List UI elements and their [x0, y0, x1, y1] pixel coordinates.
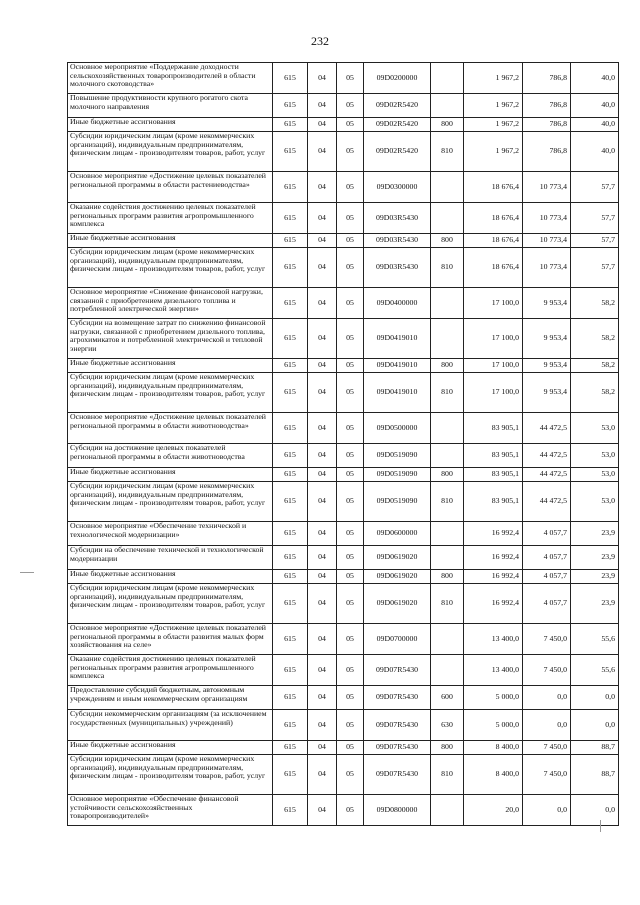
col-section: 04: [308, 795, 337, 826]
col-target-code: 09D0700000: [364, 624, 431, 655]
col-actual: 9 953,4: [523, 319, 571, 359]
row-name: Основное мероприятие «Достижение целевых показателей региональной программы в области животноводства»: [68, 413, 273, 444]
row-name: Основное мероприятие «Обеспечение финансовой устойчивости сельскохозяйственных товаропроизводителей»: [68, 795, 273, 826]
col-percent: 0,0: [571, 795, 619, 826]
col-percent: 23,9: [571, 570, 619, 584]
col-plan: 18 676,4: [464, 248, 523, 288]
row-name: Оказание содействия достижению целевых показателей региональных программ развития агропромышленного комплекса: [68, 655, 273, 686]
row-name: Оказание содействия достижению целевых показателей региональных программ развития агропромышленного комплекса: [68, 203, 273, 234]
table-row: [68, 359, 619, 373]
col-subsection: 05: [337, 413, 364, 444]
col-subsection: 05: [337, 741, 364, 755]
col-section: 04: [308, 319, 337, 359]
col-ministry: 615: [273, 359, 308, 373]
col-subsection: 05: [337, 482, 364, 522]
col-target-code: 09D0300000: [364, 172, 431, 203]
col-ministry: 615: [273, 741, 308, 755]
col-ministry: 615: [273, 413, 308, 444]
row-name: Субсидии юридическим лицам (кроме некоммерческих организаций), индивидуальным предпринимателям, физическим лицам - производителям товаров, работ, услуг: [68, 248, 273, 288]
col-target-code: 09D0619020: [364, 584, 431, 624]
col-target-code: 09D0400000: [364, 288, 431, 319]
col-section: 04: [308, 522, 337, 546]
col-plan: 1 967,2: [464, 132, 523, 172]
col-percent: 40,0: [571, 63, 619, 94]
col-subsection: 05: [337, 319, 364, 359]
table-row: [68, 755, 619, 795]
table-row: [68, 546, 619, 570]
table-row: [68, 413, 619, 444]
scan-mark: [600, 820, 601, 832]
col-section: 04: [308, 482, 337, 522]
row-name: Основное мероприятие «Обеспечение технической и технологической модернизации»: [68, 522, 273, 546]
col-ministry: 615: [273, 584, 308, 624]
col-expense-type: [431, 655, 464, 686]
col-section: 04: [308, 248, 337, 288]
col-plan: 83 905,1: [464, 468, 523, 482]
col-target-code: 09D0200000: [364, 63, 431, 94]
col-percent: 88,7: [571, 741, 619, 755]
col-ministry: 615: [273, 795, 308, 826]
col-percent: 55,6: [571, 624, 619, 655]
col-plan: 17 100,0: [464, 373, 523, 413]
col-subsection: 05: [337, 63, 364, 94]
col-target-code: 09D02R5420: [364, 118, 431, 132]
col-plan: 16 992,4: [464, 570, 523, 584]
col-expense-type: [431, 546, 464, 570]
row-name: Субсидии на обеспечение технической и технологической модернизации: [68, 546, 273, 570]
page-number: 232: [311, 34, 329, 48]
col-section: 04: [308, 468, 337, 482]
col-expense-type: [431, 63, 464, 94]
col-target-code: 09D0600000: [364, 522, 431, 546]
col-expense-type: 810: [431, 482, 464, 522]
row-name: Субсидии юридическим лицам (кроме некоммерческих организаций), индивидуальным предпринимателям, физическим лицам - производителям товаров, работ, услуг: [68, 482, 273, 522]
col-actual: 0,0: [523, 795, 571, 826]
col-percent: 53,0: [571, 468, 619, 482]
row-name: Иные бюджетные ассигнования: [68, 468, 273, 482]
col-percent: 58,2: [571, 359, 619, 373]
col-ministry: 615: [273, 710, 308, 741]
col-plan: 13 400,0: [464, 624, 523, 655]
col-actual: 10 773,4: [523, 203, 571, 234]
row-name: Субсидии на возмещение затрат по снижению финансовой нагрузки, связанной с приобретением дизельного топлива, агрохимикатов и потребленной электрической и тепловой энергии: [68, 319, 273, 359]
table-row: [68, 94, 619, 118]
col-percent: 57,7: [571, 248, 619, 288]
row-name: Иные бюджетные ассигнования: [68, 118, 273, 132]
col-target-code: 09D0500000: [364, 413, 431, 444]
col-target-code: 09D0419010: [364, 319, 431, 359]
col-subsection: 05: [337, 172, 364, 203]
col-subsection: 05: [337, 570, 364, 584]
col-ministry: 615: [273, 522, 308, 546]
table-row: [68, 118, 619, 132]
col-expense-type: [431, 522, 464, 546]
col-ministry: 615: [273, 755, 308, 795]
col-percent: 40,0: [571, 132, 619, 172]
col-actual: 9 953,4: [523, 359, 571, 373]
col-plan: 83 905,1: [464, 444, 523, 468]
col-expense-type: 810: [431, 248, 464, 288]
col-percent: 40,0: [571, 94, 619, 118]
scan-mark: [20, 572, 34, 573]
table-row: [68, 741, 619, 755]
col-ministry: 615: [273, 624, 308, 655]
col-percent: 58,2: [571, 373, 619, 413]
col-plan: 13 400,0: [464, 655, 523, 686]
col-subsection: 05: [337, 248, 364, 288]
col-section: 04: [308, 655, 337, 686]
table-row: [68, 624, 619, 655]
col-percent: 57,7: [571, 172, 619, 203]
col-target-code: 09D07R5430: [364, 710, 431, 741]
col-expense-type: 810: [431, 132, 464, 172]
row-name: Иные бюджетные ассигнования: [68, 741, 273, 755]
col-target-code: 09D07R5430: [364, 655, 431, 686]
col-target-code: 09D0419010: [364, 373, 431, 413]
col-percent: 53,0: [571, 413, 619, 444]
table-row: [68, 570, 619, 584]
col-percent: 23,9: [571, 522, 619, 546]
col-section: 04: [308, 546, 337, 570]
col-ministry: 615: [273, 444, 308, 468]
col-percent: 58,2: [571, 288, 619, 319]
row-name: Повышение продуктивности крупного рогатого скота молочного направления: [68, 94, 273, 118]
col-expense-type: 630: [431, 710, 464, 741]
row-name: Иные бюджетные ассигнования: [68, 234, 273, 248]
col-plan: 17 100,0: [464, 359, 523, 373]
col-actual: 44 472,5: [523, 468, 571, 482]
col-expense-type: 800: [431, 359, 464, 373]
col-plan: 5 000,0: [464, 710, 523, 741]
col-expense-type: [431, 413, 464, 444]
table-row: [68, 584, 619, 624]
table-row: [68, 482, 619, 522]
col-ministry: 615: [273, 482, 308, 522]
col-ministry: 615: [273, 63, 308, 94]
col-actual: 786,8: [523, 132, 571, 172]
row-name: Основное мероприятие «Достижение целевых показателей региональной программы в области растениеводства»: [68, 172, 273, 203]
table-row: [68, 686, 619, 710]
col-section: 04: [308, 373, 337, 413]
table-row: [68, 234, 619, 248]
col-ministry: 615: [273, 319, 308, 359]
col-target-code: 09D07R5430: [364, 741, 431, 755]
col-expense-type: [431, 172, 464, 203]
col-percent: 40,0: [571, 118, 619, 132]
col-actual: 7 450,0: [523, 624, 571, 655]
col-target-code: 09D0619020: [364, 570, 431, 584]
col-expense-type: [431, 94, 464, 118]
col-plan: 5 000,0: [464, 686, 523, 710]
col-expense-type: [431, 624, 464, 655]
col-subsection: 05: [337, 686, 364, 710]
col-plan: 17 100,0: [464, 319, 523, 359]
col-expense-type: 810: [431, 584, 464, 624]
col-section: 04: [308, 570, 337, 584]
col-actual: 0,0: [523, 710, 571, 741]
col-target-code: 09D03R5430: [364, 248, 431, 288]
table-row: [68, 172, 619, 203]
col-plan: 83 905,1: [464, 482, 523, 522]
col-percent: 57,7: [571, 234, 619, 248]
col-actual: 10 773,4: [523, 234, 571, 248]
col-plan: 1 967,2: [464, 118, 523, 132]
col-subsection: 05: [337, 444, 364, 468]
col-percent: 58,2: [571, 319, 619, 359]
table-row: [68, 795, 619, 826]
col-percent: 0,0: [571, 710, 619, 741]
col-expense-type: 800: [431, 468, 464, 482]
col-subsection: 05: [337, 755, 364, 795]
table-row: [68, 468, 619, 482]
col-expense-type: [431, 203, 464, 234]
col-expense-type: 800: [431, 741, 464, 755]
col-plan: 18 676,4: [464, 203, 523, 234]
col-section: 04: [308, 624, 337, 655]
col-expense-type: 800: [431, 118, 464, 132]
col-subsection: 05: [337, 118, 364, 132]
col-actual: 9 953,4: [523, 373, 571, 413]
col-target-code: 09D0419010: [364, 359, 431, 373]
col-actual: 7 450,0: [523, 755, 571, 795]
col-actual: 4 057,7: [523, 570, 571, 584]
col-plan: 20,0: [464, 795, 523, 826]
col-actual: 7 450,0: [523, 741, 571, 755]
col-subsection: 05: [337, 359, 364, 373]
col-subsection: 05: [337, 373, 364, 413]
row-name: Основное мероприятие «Достижение целевых показателей региональной программы в области развития малых форм хозяйствования на селе»: [68, 624, 273, 655]
col-subsection: 05: [337, 546, 364, 570]
col-expense-type: 810: [431, 755, 464, 795]
table-row: [68, 444, 619, 468]
col-subsection: 05: [337, 132, 364, 172]
row-name: Основное мероприятие «Поддержание доходности сельскохозяйственных товаропроизводителей в области молочного скотоводства»: [68, 63, 273, 94]
col-plan: 16 992,4: [464, 522, 523, 546]
col-actual: 9 953,4: [523, 288, 571, 319]
col-plan: 8 400,0: [464, 741, 523, 755]
col-ministry: 615: [273, 172, 308, 203]
row-name: Иные бюджетные ассигнования: [68, 359, 273, 373]
col-expense-type: [431, 444, 464, 468]
row-name: Субсидии юридическим лицам (кроме некоммерческих организаций), индивидуальным предпринимателям, физическим лицам - производителям товаров, работ, услуг: [68, 755, 273, 795]
col-target-code: 09D07R5430: [364, 755, 431, 795]
col-subsection: 05: [337, 203, 364, 234]
col-ministry: 615: [273, 248, 308, 288]
col-ministry: 615: [273, 234, 308, 248]
col-actual: 44 472,5: [523, 444, 571, 468]
table-row: [68, 203, 619, 234]
col-section: 04: [308, 444, 337, 468]
col-section: 04: [308, 710, 337, 741]
col-ministry: 615: [273, 546, 308, 570]
col-actual: 786,8: [523, 94, 571, 118]
col-expense-type: 800: [431, 570, 464, 584]
col-actual: 786,8: [523, 118, 571, 132]
col-actual: 44 472,5: [523, 482, 571, 522]
col-expense-type: 600: [431, 686, 464, 710]
col-percent: 23,9: [571, 584, 619, 624]
col-ministry: 615: [273, 118, 308, 132]
col-expense-type: 800: [431, 234, 464, 248]
col-section: 04: [308, 234, 337, 248]
col-ministry: 615: [273, 132, 308, 172]
col-percent: 88,7: [571, 755, 619, 795]
col-actual: 4 057,7: [523, 546, 571, 570]
col-ministry: 615: [273, 203, 308, 234]
budget-table-container: [67, 62, 618, 826]
table-row: [68, 522, 619, 546]
col-subsection: 05: [337, 655, 364, 686]
col-ministry: 615: [273, 655, 308, 686]
row-name: Субсидии юридическим лицам (кроме некоммерческих организаций), индивидуальным предпринимателям, физическим лицам - производителям товаров, работ, услуг: [68, 584, 273, 624]
table-row: [68, 710, 619, 741]
col-section: 04: [308, 172, 337, 203]
col-target-code: 09D0519090: [364, 468, 431, 482]
col-actual: 7 450,0: [523, 655, 571, 686]
col-percent: 55,6: [571, 655, 619, 686]
col-plan: 1 967,2: [464, 63, 523, 94]
col-expense-type: 810: [431, 373, 464, 413]
col-target-code: 09D0519090: [364, 482, 431, 522]
col-actual: 44 472,5: [523, 413, 571, 444]
col-plan: 8 400,0: [464, 755, 523, 795]
row-name: Субсидии на достижение целевых показателей региональной программы в области животноводства: [68, 444, 273, 468]
col-plan: 16 992,4: [464, 546, 523, 570]
col-section: 04: [308, 413, 337, 444]
row-name: Предоставление субсидий бюджетным, автономным учреждениям и иным некоммерческим организациям: [68, 686, 273, 710]
col-actual: 10 773,4: [523, 172, 571, 203]
col-ministry: 615: [273, 94, 308, 118]
col-actual: 4 057,7: [523, 522, 571, 546]
col-ministry: 615: [273, 288, 308, 319]
col-section: 04: [308, 359, 337, 373]
col-plan: 1 967,2: [464, 94, 523, 118]
table-row: [68, 373, 619, 413]
budget-table: [67, 62, 619, 826]
col-percent: 53,0: [571, 482, 619, 522]
col-subsection: 05: [337, 522, 364, 546]
table-row: [68, 655, 619, 686]
col-actual: 786,8: [523, 63, 571, 94]
col-ministry: 615: [273, 373, 308, 413]
col-subsection: 05: [337, 468, 364, 482]
col-section: 04: [308, 584, 337, 624]
col-ministry: 615: [273, 468, 308, 482]
col-target-code: 09D02R5420: [364, 132, 431, 172]
col-target-code: 09D03R5430: [364, 203, 431, 234]
table-row: [68, 132, 619, 172]
col-section: 04: [308, 686, 337, 710]
col-expense-type: [431, 795, 464, 826]
col-subsection: 05: [337, 795, 364, 826]
row-name: Основное мероприятие «Снижение финансовой нагрузки, связанной с приобретением дизельного топлива и потребленной электрической энергии»: [68, 288, 273, 319]
col-expense-type: [431, 319, 464, 359]
col-target-code: 09D0519090: [364, 444, 431, 468]
col-section: 04: [308, 132, 337, 172]
col-target-code: 09D0619020: [364, 546, 431, 570]
col-target-code: 09D0800000: [364, 795, 431, 826]
col-percent: 57,7: [571, 203, 619, 234]
col-plan: 18 676,4: [464, 172, 523, 203]
col-percent: 0,0: [571, 686, 619, 710]
col-section: 04: [308, 288, 337, 319]
col-subsection: 05: [337, 288, 364, 319]
col-ministry: 615: [273, 686, 308, 710]
col-percent: 53,0: [571, 444, 619, 468]
col-subsection: 05: [337, 624, 364, 655]
row-name: Субсидии юридическим лицам (кроме некоммерческих организаций), индивидуальным предпринимателям, физическим лицам - производителям товаров, работ, услуг: [68, 373, 273, 413]
col-section: 04: [308, 118, 337, 132]
col-section: 04: [308, 94, 337, 118]
col-section: 04: [308, 755, 337, 795]
col-plan: 16 992,4: [464, 584, 523, 624]
col-target-code: 09D03R5430: [364, 234, 431, 248]
budget-table-body: [68, 63, 619, 826]
col-plan: 17 100,0: [464, 288, 523, 319]
col-expense-type: [431, 288, 464, 319]
col-target-code: 09D07R5430: [364, 686, 431, 710]
col-percent: 23,9: [571, 546, 619, 570]
row-name: Субсидии некоммерческим организациям (за исключением государственных (муниципальных) учреждений): [68, 710, 273, 741]
table-row: [68, 248, 619, 288]
col-ministry: 615: [273, 570, 308, 584]
col-subsection: 05: [337, 710, 364, 741]
col-subsection: 05: [337, 94, 364, 118]
col-subsection: 05: [337, 234, 364, 248]
row-name: Иные бюджетные ассигнования: [68, 570, 273, 584]
table-row: [68, 288, 619, 319]
col-target-code: 09D02R5420: [364, 94, 431, 118]
col-actual: 10 773,4: [523, 248, 571, 288]
col-subsection: 05: [337, 584, 364, 624]
col-plan: 18 676,4: [464, 234, 523, 248]
col-section: 04: [308, 63, 337, 94]
col-section: 04: [308, 741, 337, 755]
row-name: Субсидии юридическим лицам (кроме некоммерческих организаций), индивидуальным предпринимателям, физическим лицам - производителям товаров, работ, услуг: [68, 132, 273, 172]
col-section: 04: [308, 203, 337, 234]
table-row: [68, 63, 619, 94]
col-plan: 83 905,1: [464, 413, 523, 444]
col-actual: 4 057,7: [523, 584, 571, 624]
table-row: [68, 319, 619, 359]
col-actual: 0,0: [523, 686, 571, 710]
